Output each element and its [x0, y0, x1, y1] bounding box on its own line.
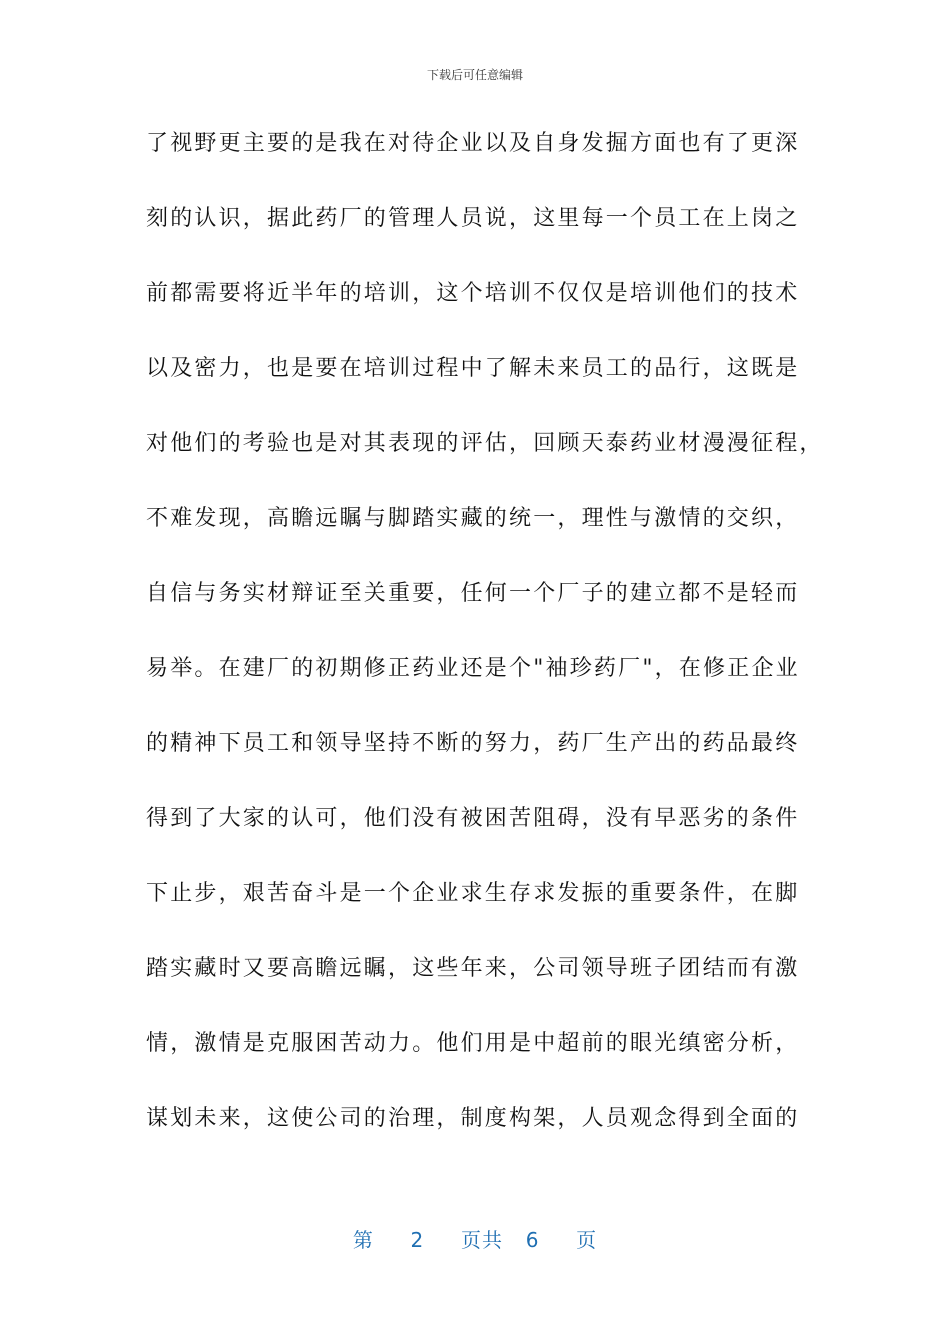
- text-line: 前都需要将近半年的培训，这个培训不仅仅是培训他们的技术: [146, 281, 800, 306]
- text-line: 得到了大家的认可，他们没有被困苦阻碍，没有早恶劣的条件: [146, 806, 800, 831]
- text-line: 自信与务实材辩证至关重要，任何一个厂子的建立都不是轻而: [146, 581, 800, 606]
- header-note: 下载后可任意编辑: [426, 68, 523, 82]
- body-text: [146, 119, 826, 1169]
- text-line: 对他们的考验也是对其表现的评估，回顾天泰药业材漫漫征程，: [146, 431, 824, 456]
- text-line: 情，激情是克服困苦动力。他们用是中超前的眼光缜密分析，: [146, 1031, 800, 1056]
- text-line: 的精神下员工和领导坚持不断的努力，药厂生产出的药品最终: [146, 731, 800, 756]
- text-line: 不难发现，高瞻远瞩与脚踏实藏的统一，理性与激情的交织，: [146, 506, 800, 531]
- text-line: 刻的认识，据此药厂的管理人员说，这里每一个员工在上岗之: [146, 206, 800, 231]
- text-line: 谋划未来，这使公司的治理，制度构架，人员观念得到全面的: [146, 1106, 800, 1131]
- text-line: 易举。在建厂的初期修正药业还是个"袖珍药厂"，在修正企业: [146, 656, 800, 681]
- footer-middle: 页共: [461, 1228, 503, 1252]
- text-line: 踏实藏时又要高瞻远瞩，这些年来，公司领导班子团结而有激: [146, 956, 800, 981]
- page-footer: [0, 1224, 950, 1253]
- footer-suffix: 页: [576, 1228, 598, 1252]
- total-pages-number: 6: [525, 1228, 540, 1252]
- text-line: 以及密力，也是要在培训过程中了解未来员工的品行，这既是: [146, 356, 800, 381]
- current-page-number: 2: [410, 1228, 425, 1252]
- text-line: 下止步，艰苦奋斗是一个企业求生存求发振的重要条件，在脚: [146, 881, 800, 906]
- text-line: 了视野更主要的是我在对待企业以及自身发掘方面也有了更深: [146, 131, 800, 156]
- footer-prefix: 第: [352, 1228, 374, 1252]
